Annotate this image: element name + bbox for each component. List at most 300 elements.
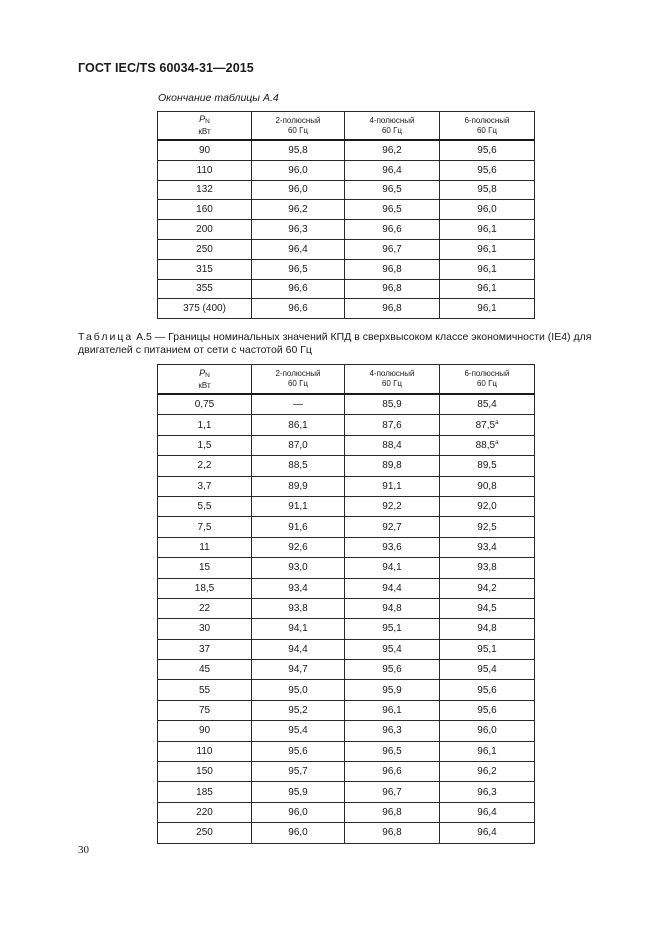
cell-value: 95,6 [477,684,497,696]
cell-value: 315 [196,263,213,275]
table-cell [440,200,535,220]
table-row [158,394,535,415]
cell-value: 96,1 [477,283,497,295]
table-cell [345,782,440,802]
header-4-pole-label: 4-полюсный [369,115,415,125]
cell-value: 96,7 [382,243,402,255]
table-cell [440,140,535,160]
table-cell [252,394,345,415]
cell-value: 87,5 [475,419,496,431]
table-cell [440,299,535,319]
cell-value: 96,5 [382,204,402,216]
cell-value: 96,8 [382,807,402,818]
table-cell [440,721,535,741]
cell-value: 95,2 [288,705,308,717]
cell-value: 96,6 [382,224,402,236]
cell-value: 91,1 [288,501,308,513]
cell-value: 96,2 [288,204,308,216]
cell-value: 95,6 [477,144,497,156]
cell-value: 96,0 [288,807,308,818]
table-cell [252,537,345,557]
cell-value: 87,0 [288,439,308,451]
table-cell [252,180,345,200]
table-row [158,598,535,618]
cell-value: 87,6 [382,419,402,431]
power-symbol: P [199,367,206,378]
table-cell [158,259,252,279]
cell-value: 96,4 [477,827,497,839]
table-cell [252,619,345,639]
header-2-pole-label: 2-полюсный [275,369,321,378]
cell-value: 220 [196,807,213,818]
cell-value: 355 [196,283,213,295]
table-cell [440,762,535,782]
table-cell [345,517,440,537]
table-cell [440,220,535,240]
table-cell [345,802,440,822]
cell-value: 95,6 [477,164,497,176]
table-row [158,140,535,160]
cell-value: 96,5 [288,263,308,275]
cell-value: 95,6 [288,745,308,757]
table-row [158,160,535,180]
cell-value: 45 [198,664,211,676]
cell-value: 94,1 [288,623,308,635]
cell-value: 92,2 [382,501,402,513]
cell-value: 96,6 [382,766,402,778]
table-cell [440,496,535,516]
power-subscript: N [205,371,210,379]
cell-value: 93,4 [477,541,497,553]
table-row [158,558,535,578]
cell-value: 92,0 [477,501,497,513]
table-row [158,802,535,822]
cell-value: 94,8 [477,623,497,635]
table-row [158,299,535,319]
cell-value: 93,8 [288,603,308,615]
cell-value: 96,1 [477,224,497,236]
table-cell [158,239,252,259]
table-cell [345,279,440,299]
table-row [158,782,535,802]
cell-value: 3,7 [197,480,212,492]
table-cell [345,680,440,700]
table-cell [252,741,345,761]
table-cell [252,517,345,537]
cell-value: 30 [198,623,211,635]
header-6-pole-label: 6-полюсный [464,115,510,125]
table-cell [345,394,440,415]
table-cell [252,476,345,496]
cell-value: 96,1 [477,745,497,757]
cell-value: 132 [196,184,213,196]
cell-value: 93,0 [288,562,308,574]
cell-value: 88,5 [288,460,308,472]
cell-value: 96,3 [477,786,497,798]
table-cell [345,239,440,259]
cell-value: 88,5 [475,439,496,451]
table-row [158,762,535,782]
table-row [158,517,535,537]
table-cell [345,762,440,782]
table-header-row [158,112,535,141]
table-cell [252,639,345,659]
header-6-pole-freq: 60 Гц [476,379,498,388]
cell-value: 94,5 [477,603,497,615]
table-row [158,220,535,240]
table-cell [440,259,535,279]
table-cell [252,721,345,741]
cell-value: 96,2 [477,766,497,778]
table-cell [440,435,535,455]
cell-value: 89,8 [382,460,402,472]
table-cell [440,394,535,415]
table-cell [440,578,535,598]
table-row [158,741,535,761]
cell-value: 200 [196,224,213,236]
table-cell [440,180,535,200]
cell-value: 96,1 [477,303,497,315]
cell-value: 37 [198,643,211,655]
cell-value: 185 [196,786,213,798]
cell-value: 91,1 [382,480,402,492]
cell-value: 96,8 [382,263,402,275]
table-cell [252,680,345,700]
table-cell [345,721,440,741]
table-cell [252,160,345,180]
header-2-pole-freq: 60 Гц [287,379,309,388]
table-a5-body [158,394,535,843]
table-cell [158,578,252,598]
table-a4-body [158,140,535,319]
table-header-row [158,365,535,395]
table-row [158,496,535,516]
table-row [158,476,535,496]
cell-value: 95,9 [288,786,308,798]
cell-value: 95,4 [477,664,497,676]
table-cell [440,802,535,822]
table-cell [440,558,535,578]
table-cell [345,220,440,240]
table-cell [252,200,345,220]
cell-value: 95,1 [382,623,402,635]
table-cell [440,160,535,180]
table-row [158,680,535,700]
table-cell [158,456,252,476]
table-cell [440,741,535,761]
table-cell [252,456,345,476]
header-2-pole [252,112,345,141]
cell-value: 96,8 [382,303,402,315]
table-cell [158,220,252,240]
table-cell [252,299,345,319]
table-cell [440,823,535,843]
cell-value: 96,4 [477,807,497,818]
table-cell [440,456,535,476]
cell-value: 1,5 [197,439,212,451]
table-cell [345,537,440,557]
cell-value: 94,7 [288,664,308,676]
cell-value: 92,5 [477,521,497,533]
table-cell [158,496,252,516]
table-row [158,435,535,455]
table-cell [158,619,252,639]
table-cell [252,558,345,578]
cell-value: 96,6 [288,303,308,315]
cell-value: 95,1 [477,643,497,655]
table-cell [158,200,252,220]
table-cell [158,823,252,843]
table-row [158,180,535,200]
table-a5-caption-label: Таблица [78,331,134,343]
cell-value: 95,6 [382,664,402,676]
cell-value: 96,4 [382,164,402,176]
table-cell [440,598,535,618]
table-cell [440,239,535,259]
table-cell [345,140,440,160]
cell-value: 95,0 [288,684,308,696]
table-cell [252,220,345,240]
table-cell [158,394,252,415]
table-cell [158,140,252,160]
cell-value: 110 [196,164,213,176]
cell-value: 96,3 [382,725,402,737]
cell-value: 89,5 [477,460,497,472]
table-cell [158,680,252,700]
table-cell [252,782,345,802]
table-cell [158,741,252,761]
table-a5-caption-text: А.5 — Границы номинальных значений КПД в сверхвысоком классе экономичности (IE4) для двигателей с питанием от сети с частотой 60 Гц [78,331,592,356]
footnote-mark: а [495,419,499,426]
table-row [158,415,535,435]
table-cell [345,619,440,639]
cell-value: 96,0 [477,204,497,216]
cell-value: 96,7 [382,786,402,798]
table-cell [158,415,252,435]
table-a5 [157,364,535,844]
table-cell [252,415,345,435]
cell-value: 95,4 [382,643,402,655]
header-6-pole-freq: 60 Гц [476,125,498,135]
table-cell [345,415,440,435]
cell-value: 96,1 [477,243,497,255]
table-cell [252,578,345,598]
cell-value: 96,0 [288,184,308,196]
table-cell [158,180,252,200]
footnote-mark: а [495,439,499,446]
table-row [158,619,535,639]
cell-value: 250 [196,243,213,255]
table-cell [252,496,345,516]
cell-value: 90 [198,725,211,737]
table-row [158,578,535,598]
table-row [158,537,535,557]
table-a4-caption: Окончание таблицы А.4 [158,92,279,104]
cell-value: 93,6 [382,541,402,553]
table-cell [252,598,345,618]
table-cell [440,517,535,537]
cell-value: 96,0 [288,827,308,839]
table-cell [158,558,252,578]
table-cell [345,180,440,200]
cell-value: 92,7 [382,521,402,533]
table-row [158,660,535,680]
table-row [158,259,535,279]
table-row [158,456,535,476]
table-cell [158,598,252,618]
header-4-pole-label: 4-полюсный [369,369,415,378]
table-cell [158,476,252,496]
header-4-pole [345,365,440,395]
cell-value: 96,8 [382,827,402,839]
table-cell [158,762,252,782]
cell-value: 95,7 [288,766,308,778]
cell-value: 96,6 [288,283,308,295]
table-cell [345,598,440,618]
table-row [158,700,535,720]
table-cell [345,200,440,220]
table-cell [345,456,440,476]
cell-value: 96,5 [382,745,402,757]
table-cell [252,823,345,843]
header-2-pole [252,365,345,395]
table-cell [345,299,440,319]
cell-value: 93,8 [477,562,497,574]
cell-value: 96,2 [382,144,402,156]
cell-value: 110 [196,745,213,757]
cell-value: 94,4 [288,643,308,655]
table-cell [158,721,252,741]
cell-value: 96,4 [288,243,308,255]
table-cell [158,802,252,822]
cell-value: 95,6 [477,705,497,717]
table-cell [345,700,440,720]
cell-value: 96,1 [382,705,402,717]
cell-value: 93,4 [288,582,308,594]
table-cell [158,279,252,299]
table-cell [158,160,252,180]
table-row [158,639,535,659]
table-cell [158,517,252,537]
power-subscript: N [205,118,210,125]
table-cell [252,802,345,822]
table-cell [158,639,252,659]
cell-value: 375 (400) [183,303,226,315]
cell-value: 95,4 [288,725,308,737]
power-symbol: P [199,114,206,124]
cell-value: 88,4 [382,439,402,451]
table-row [158,200,535,220]
table-cell [345,741,440,761]
cell-value: — [293,399,303,411]
cell-value: 95,9 [382,684,402,696]
cell-value: 89,9 [288,480,308,492]
cell-value: 96,3 [288,224,308,236]
cell-value: 160 [196,204,213,216]
table-cell [252,140,345,160]
table-cell [345,823,440,843]
cell-value: 2,2 [197,460,212,472]
header-4-pole-freq: 60 Гц [381,379,403,388]
table-cell [252,762,345,782]
cell-value: 96,0 [477,725,497,737]
header-4-pole [345,112,440,141]
table-cell [158,299,252,319]
cell-value: 90 [198,144,211,156]
table-row [158,823,535,843]
table-cell [440,415,535,435]
cell-value: 15 [198,562,211,574]
table-cell [440,700,535,720]
cell-value: 85,9 [382,399,402,411]
cell-value: 96,0 [288,164,308,176]
cell-value: 95,8 [477,184,497,196]
header-6-pole [440,112,535,141]
cell-value: 96,1 [477,263,497,275]
table-cell [158,660,252,680]
cell-value: 150 [196,766,213,778]
table-cell [345,259,440,279]
cell-value: 92,6 [288,541,308,553]
table-cell [345,660,440,680]
table-cell [252,239,345,259]
table-cell [345,578,440,598]
cell-value: 94,4 [382,582,402,594]
table-cell [440,660,535,680]
table-cell [440,476,535,496]
cell-value: 85,4 [477,399,497,411]
cell-value: 94,8 [382,603,402,615]
cell-value: 1,1 [197,419,212,431]
cell-value: 11 [199,541,210,553]
cell-value: 0,75 [194,399,215,411]
header-2-pole-freq: 60 Гц [287,125,309,135]
cell-value: 91,6 [288,521,308,533]
cell-value: 18,5 [194,582,215,594]
cell-value: 95,8 [288,144,308,156]
table-row [158,721,535,741]
power-unit: кВт [198,127,211,136]
header-4-pole-freq: 60 Гц [381,125,403,135]
table-cell [440,537,535,557]
table-cell [440,680,535,700]
table-cell [158,700,252,720]
table-cell [345,496,440,516]
table-a5-caption [78,331,598,357]
table-cell [252,660,345,680]
table-cell [252,279,345,299]
cell-value: 86,1 [288,419,308,431]
header-2-pole-label: 2-полюсный [275,115,321,125]
table-cell [440,782,535,802]
table-row [158,279,535,299]
document-header: ГОСТ IEC/TS 60034-31—2015 [78,61,254,75]
cell-value: 55 [198,684,211,696]
cell-value: 250 [196,827,213,839]
table-cell [440,619,535,639]
table-row [158,239,535,259]
cell-value: 22 [198,603,211,615]
table-cell [345,160,440,180]
cell-value: 96,5 [382,184,402,196]
table-cell [345,435,440,455]
table-cell [345,476,440,496]
table-cell [252,700,345,720]
cell-value: 94,2 [477,582,497,594]
table-cell [252,259,345,279]
cell-value: 75 [198,705,211,717]
cell-value: 96,8 [382,283,402,295]
